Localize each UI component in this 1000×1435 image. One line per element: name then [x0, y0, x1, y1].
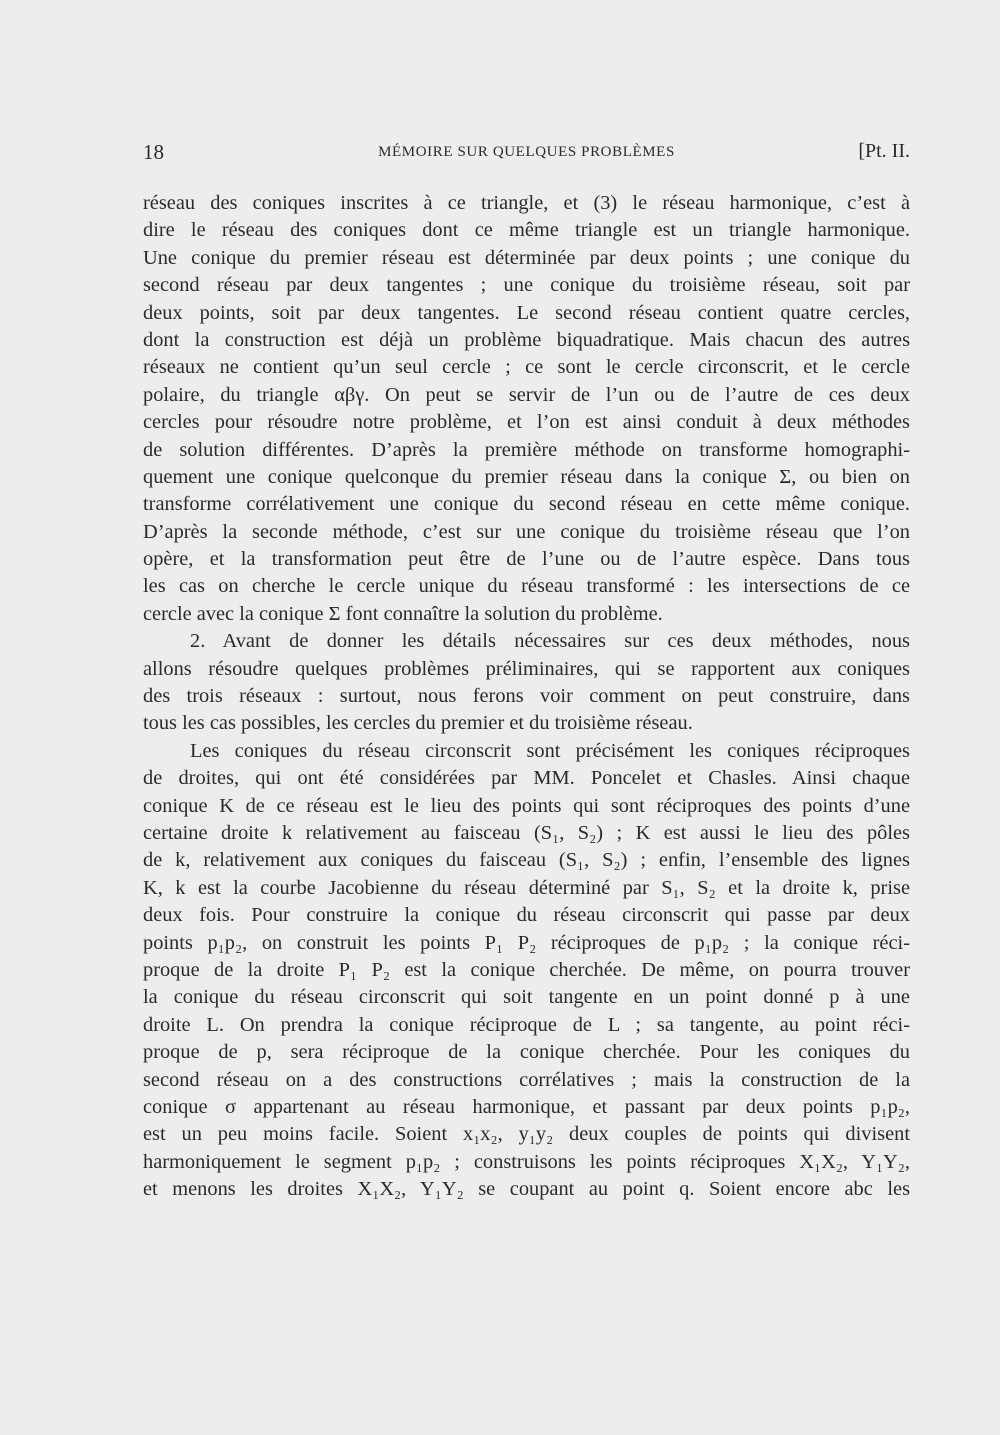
running-title: MÉMOIRE SUR QUELQUES PROBLÈMES	[378, 144, 675, 160]
text-line: proque de la droite P₁ P₂ est la conique cherchée. De même, on pourra trouver	[143, 958, 910, 981]
text-line: polaire, du triangle αβγ. On peut se servir de l’un ou de l’autre de ces deux	[143, 383, 910, 406]
text-line: deux points, soit par deux tangentes. Le second réseau contient quatre cercles,	[143, 301, 910, 324]
text-line: certaine droite k relativement au faisceau (S₁, S₂) ; K est aussi le lieu des pôles	[143, 821, 910, 844]
body-text	[143, 190, 910, 1203]
text-line: deux fois. Pour construire la conique du réseau circonscrit qui passe par deux	[143, 904, 910, 927]
text-line: droite L. On prendra la conique réciproque de L ; sa tangente, au point réci-	[143, 1013, 910, 1036]
text-line: second réseau on a des constructions corrélatives ; mais la construction de la	[143, 1068, 910, 1091]
text-line: K, k est la courbe Jacobienne du réseau déterminé par S₁, S₂ et la droite k, prise	[143, 876, 910, 899]
text-line: points p₁p₂, on construit les points P₁ P₂ réciproques de p₁p₂ ; la conique réci-	[143, 931, 910, 954]
text-line: proque de p, sera réciproque de la conique cherchée. Pour les coniques du	[143, 1041, 910, 1064]
text-line: 2. Avant de donner les détails nécessaires sur ces deux méthodes, nous	[190, 630, 910, 653]
page-header	[143, 140, 910, 170]
text-line: opère, et la transformation peut être de l’une ou de l’autre espèce. Dans tous	[143, 548, 910, 571]
text-line: quement une conique quelconque du premier réseau dans la conique Σ, ou bien on	[143, 465, 910, 488]
text-line: des trois réseaux : surtout, nous ferons voir comment on peut construire, dans	[143, 685, 910, 708]
text-line: et menons les droites X₁X₂, Y₁Y₂ se coupant au point q. Soient encore abc les	[143, 1178, 910, 1201]
text-line: la conique du réseau circonscrit qui soit tangente en un point donné p à une	[143, 986, 910, 1009]
text-line: conique σ appartenant au réseau harmonique, et passant par deux points p₁p₂,	[143, 1095, 910, 1118]
text-line: cercles pour résoudre notre problème, et l’on est ainsi conduit à deux méthodes	[143, 411, 910, 434]
text-line: Les coniques du réseau circonscrit sont précisément les coniques réciproques	[190, 739, 910, 762]
text-line: cercle avec la conique Σ font connaître la solution du problème.	[143, 602, 663, 625]
part-label: [Pt. II.	[858, 140, 910, 162]
text-line: second réseau par deux tangentes ; une conique du troisième réseau, soit par	[143, 274, 910, 297]
text-line: transforme corrélativement une conique du second réseau en cette même conique.	[143, 493, 910, 516]
text-line: est un peu moins facile. Soient x₁x₂, y₁y₂ deux couples de points qui divisent	[143, 1123, 910, 1146]
text-line: allons résoudre quelques problèmes préliminaires, qui se rapportent aux coniques	[143, 657, 910, 680]
page-number: 18	[143, 140, 164, 164]
text-line: Une conique du premier réseau est déterminée par deux points ; une conique du	[143, 246, 910, 269]
text-line: dont la construction est déjà un problème biquadratique. Mais chacun des autres	[143, 328, 910, 351]
text-line: D’après la seconde méthode, c’est sur une conique du troisième réseau que l’on	[143, 520, 910, 543]
text-line: harmoniquement le segment p₁p₂ ; construisons les points réciproques X₁X₂, Y₁Y₂,	[143, 1150, 910, 1173]
text-line: de droites, qui ont été considérées par MM. Poncelet et Chasles. Ainsi chaque	[143, 767, 910, 790]
text-line: tous les cas possibles, les cercles du premier et du troisième réseau.	[143, 712, 693, 735]
text-line: réseau des coniques inscrites à ce triangle, et (3) le réseau harmonique, c’est à	[143, 192, 910, 214]
text-line: de k, relativement aux coniques du faisceau (S₁, S₂) ; enfin, l’ensemble des lignes	[143, 849, 910, 872]
text-line: de solution différentes. D’après la première méthode on transforme homographi-	[143, 438, 910, 461]
text-line: réseaux ne contient qu’un seul cercle ; ce sont le cercle circonscrit, et le cercle	[143, 356, 910, 379]
text-line: dire le réseau des coniques dont ce même triangle est un triangle harmonique.	[143, 219, 910, 242]
text-line: les cas on cherche le cercle unique du réseau transformé : les intersections de ce	[143, 575, 910, 598]
text-line: conique K de ce réseau est le lieu des points qui sont réciproques des points d’une	[143, 794, 910, 817]
